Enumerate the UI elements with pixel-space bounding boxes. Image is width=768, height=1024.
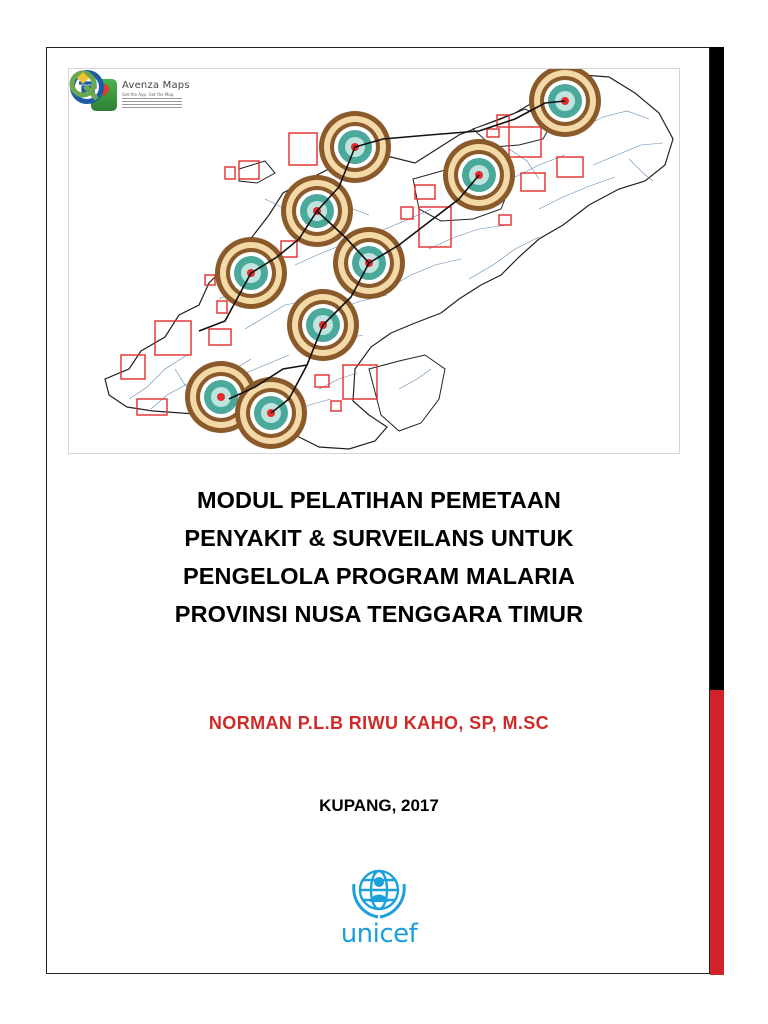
avenza-maps-badge [91,79,231,119]
document-title [47,481,711,633]
side-accent-bar-red [710,690,724,975]
southern-peninsula [369,355,445,431]
unicef-emblem-icon [348,860,410,922]
author-name: NORMAN P.L.B RIWU KAHO, SP, M.SC [208,713,550,733]
place-year: KUPANG, 2017 [319,796,439,815]
unicef-wordmark: unicef [340,919,418,949]
avenza-fineprint [122,98,182,110]
malaria-map [68,68,680,454]
avenza-brand: Avenza Maps [122,80,190,91]
title-line-3: PENGELOLA PROGRAM MALARIA [183,563,575,589]
side-accent-bar-black [710,47,724,690]
title-line-1: MODUL PELATIHAN PEMETAAN [196,487,562,513]
map-illustration [69,69,680,454]
avenza-tagline: Get the App. Get the Map. [122,92,175,97]
unicef-logo [324,860,434,960]
qgis-logo-icon [69,69,99,103]
title-line-4: PROVINSI NUSA TENGGARA TIMUR [174,601,584,627]
cover-page [46,47,710,974]
title-line-2: PENYAKIT & SURVEILANS UNTUK [184,525,574,551]
